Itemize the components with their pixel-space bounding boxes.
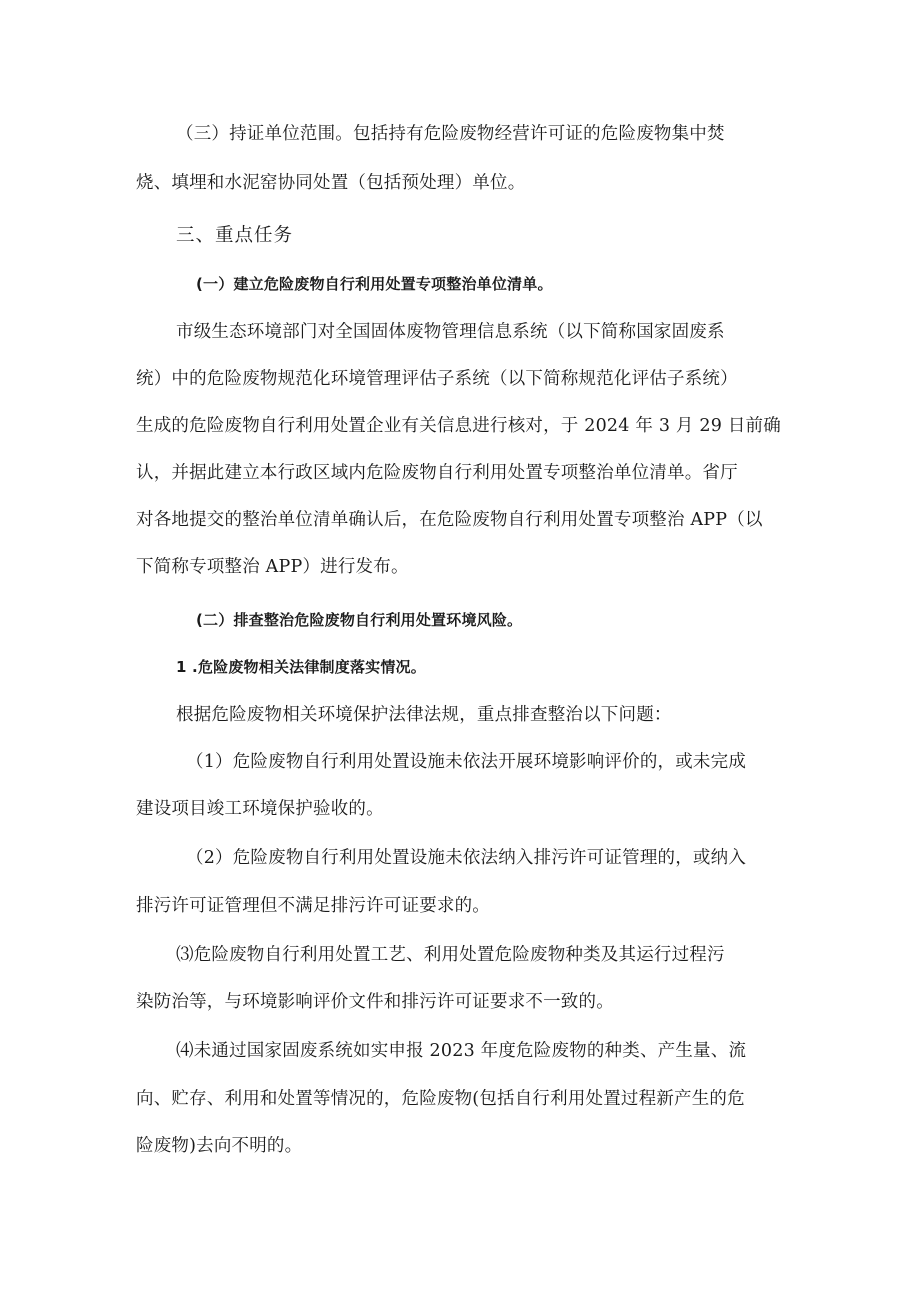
task-1-body-line-6: 下简称专项整治 APP）进行发布。	[136, 557, 409, 577]
point-3-line-2: 染防治等，与环境影响评价文件和排污许可证要求不一致的。	[136, 992, 614, 1012]
point-4-line-1: ⑷未通过国家固废系统如实申报 2023 年度危险废物的种类、产生量、流	[176, 1041, 747, 1061]
task-2-heading: (二）排查整治危险废物自行利用处置环境风险。	[196, 611, 523, 629]
task-1-body-line-3: 生成的危险废物自行利用处置企业有关信息进行核对，于 2024 年 3 月 29 日前确	[136, 416, 781, 436]
item-1-intro: 根据危险废物相关环境保护法律法规，重点排查整治以下问题：	[176, 705, 672, 725]
point-4-line-2: 向、贮存、利用和处置等情况的，危险废物(包括自行利用处置过程新产生的危	[136, 1089, 745, 1109]
scope-paragraph-line-2: 烧、填埋和水泥窑协同处置（包括预处理）单位。	[136, 173, 526, 193]
task-1-body-line-4: 认，并据此建立本行政区域内危险废物自行利用处置专项整治单位清单。省厅	[136, 463, 738, 483]
point-1-line-2: 建设项目竣工环境保护验收的。	[136, 799, 384, 819]
task-1-heading: (一）建立危险废物自行利用处置专项整治单位清单。	[196, 275, 553, 293]
point-4-line-3: 险废物)去向不明的。	[136, 1136, 303, 1156]
point-1-line-1: （1）危险废物自行利用处置设施未依法开展环境影响评价的，或未完成	[186, 752, 747, 772]
scope-paragraph-line-1: （三）持证单位范围。包括持有危险废物经营许可证的危险废物集中焚	[176, 124, 725, 144]
point-2-line-1: （2）危险废物自行利用处置设施未依法纳入排污许可证管理的，或纳入	[186, 848, 747, 868]
point-2-line-2: 排污许可证管理但不满足排污许可证要求的。	[136, 896, 490, 916]
point-3-line-1: ⑶危险废物自行利用处置工艺、利用处置危险废物种类及其运行过程污	[176, 945, 725, 965]
task-1-body-line-2: 统）中的危险废物规范化环境管理评估子系统（以下简称规范化评估子系统）	[136, 369, 738, 389]
item-1-heading: 1 .危险废物相关法律制度落实情况。	[176, 658, 426, 676]
task-1-body-line-1: 市级生态环境部门对全国固体废物管理信息系统（以下简称国家固废系	[176, 322, 725, 342]
heading-key-tasks: 三、重点任务	[176, 225, 294, 246]
task-1-body-line-5: 对各地提交的整治单位清单确认后，在危险废物自行利用处置专项整治 APP（以	[136, 510, 763, 530]
